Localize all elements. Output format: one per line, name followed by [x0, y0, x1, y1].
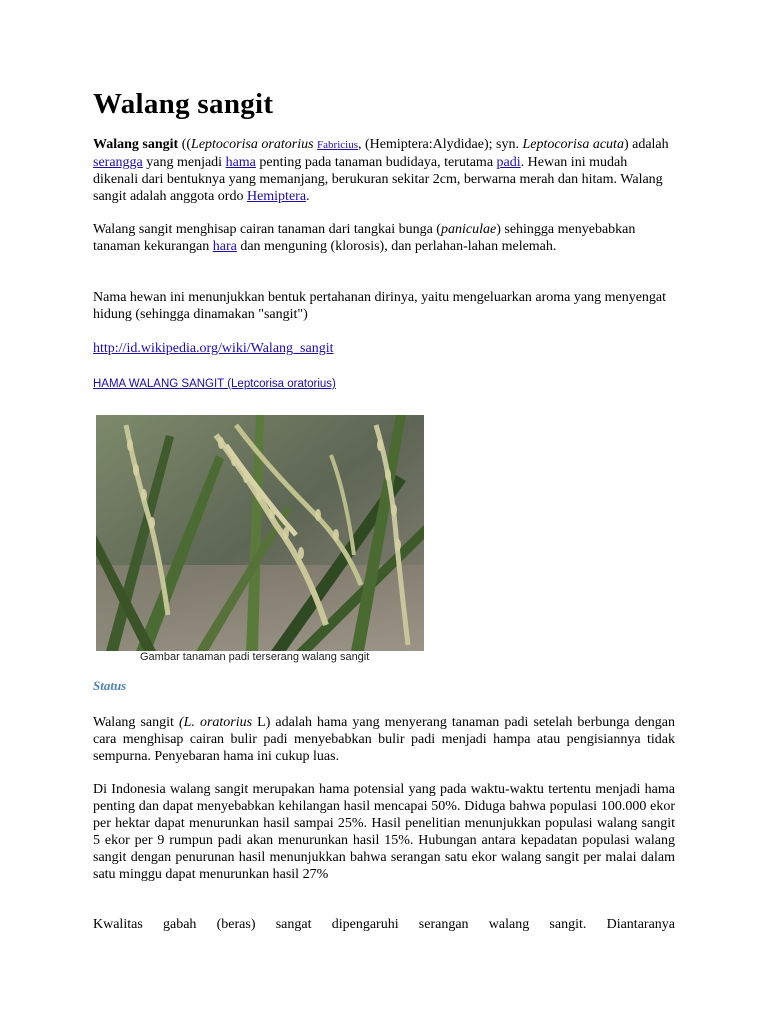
intro-scientific-name: Leptocorisa oratorius	[191, 137, 314, 152]
feeding-text-1: Walang sangit menghisap cairan tanaman dari tangkai bunga (	[93, 222, 441, 237]
intro-text-5: yang menjadi	[142, 155, 226, 170]
status-text-1: Walang sangit	[93, 715, 179, 730]
intro-text-3: , (Hemiptera:Alydidae); syn.	[358, 137, 523, 152]
intro-text-1: ((	[178, 137, 192, 152]
intro-text-6: penting pada tanaman budidaya, terutama	[255, 155, 497, 170]
intro-text-8: .	[306, 189, 310, 204]
hara-link[interactable]: hara	[212, 239, 237, 254]
intro-text-4: ) adalah	[623, 137, 669, 152]
feeding-text-2: ) sehingga menyebabkan tanaman kekurangan	[93, 222, 636, 254]
serangga-link[interactable]: serangga	[93, 155, 143, 170]
paniculae-term: paniculae	[440, 222, 497, 237]
intro-paragraph	[93, 136, 675, 205]
wikipedia-url-link[interactable]: http://id.wikipedia.org/wiki/Walang_sangit	[93, 341, 334, 356]
status-italic-name: (L. oratorius	[178, 715, 253, 730]
hama-link[interactable]: hama	[225, 155, 256, 170]
feeding-paragraph	[93, 221, 675, 255]
status-heading: Status	[93, 678, 127, 693]
wiki-link-line	[93, 340, 675, 357]
figure	[96, 415, 426, 667]
page-title: Walang sangit	[93, 88, 274, 120]
name-origin-paragraph: Nama hewan ini menunjukkan bentuk pertahanan dirinya, yaitu mengeluarkan aroma yang menyengat hidung (sehingga dinamakan "sangit")	[93, 290, 667, 322]
rice-plant-photo	[96, 415, 424, 651]
fabricius-link[interactable]: Fabricius	[317, 139, 358, 151]
intro-text-7: . Hewan ini mudah dikenali dari bentuknya yang memanjang, berukuran sekitar 2cm, berwarna merah dan hitam. Walang sangit adalah anggota ordo	[93, 155, 663, 204]
feeding-text-3: dan menguning (klorosis), dan perlahan-lahan melemah.	[236, 239, 557, 254]
figure-caption: Gambar tanaman padi terserang walang sangit	[140, 651, 370, 663]
status-paragraph	[93, 714, 675, 765]
section-heading-link[interactable]: HAMA WALANG SANGIT (Leptcorisa oratorius)	[93, 378, 336, 390]
hemiptera-link[interactable]: Hemiptera	[246, 189, 307, 204]
intro-synonym-name: Leptocorisa acuta	[522, 137, 624, 152]
padi-link[interactable]: padi	[496, 155, 521, 170]
intro-bold-name: Walang sangit	[93, 137, 179, 152]
status-text-2: L) adalah hama yang menyerang tanaman padi setelah berbunga dengan cara menghisap cairan bulir padi menyebabkan bulir padi menjadi hampa atau pengisiannya tidak sempurna. Penyebaran hama ini cukup luas.	[93, 715, 675, 764]
indonesia-paragraph: Di Indonesia walang sangit merupakan hama potensial yang pada waktu-waktu tertentu menjadi hama penting dan dapat menyebabkan kehilangan hasil mencapai 50%. Diduga bahwa populasi 100.000 ekor per hektar dapat menurunkan hasil sampai 25%. Hasil penelitian menunjukkan populasi walang sangit 5 ekor per 9 rumpun padi akan menurunkan hasil 15%. Hubungan antara kepadatan populasi walang sangit dengan penurunan hasil menunjukkan bahwa serangan satu ekor walang sangit per malai dalam satu minggu dapat menurunkan hasil 27%	[93, 782, 675, 882]
quality-paragraph: Kwalitas gabah (beras) sangat dipengaruhi serangan walang sangit. Diantaranya	[93, 917, 675, 932]
